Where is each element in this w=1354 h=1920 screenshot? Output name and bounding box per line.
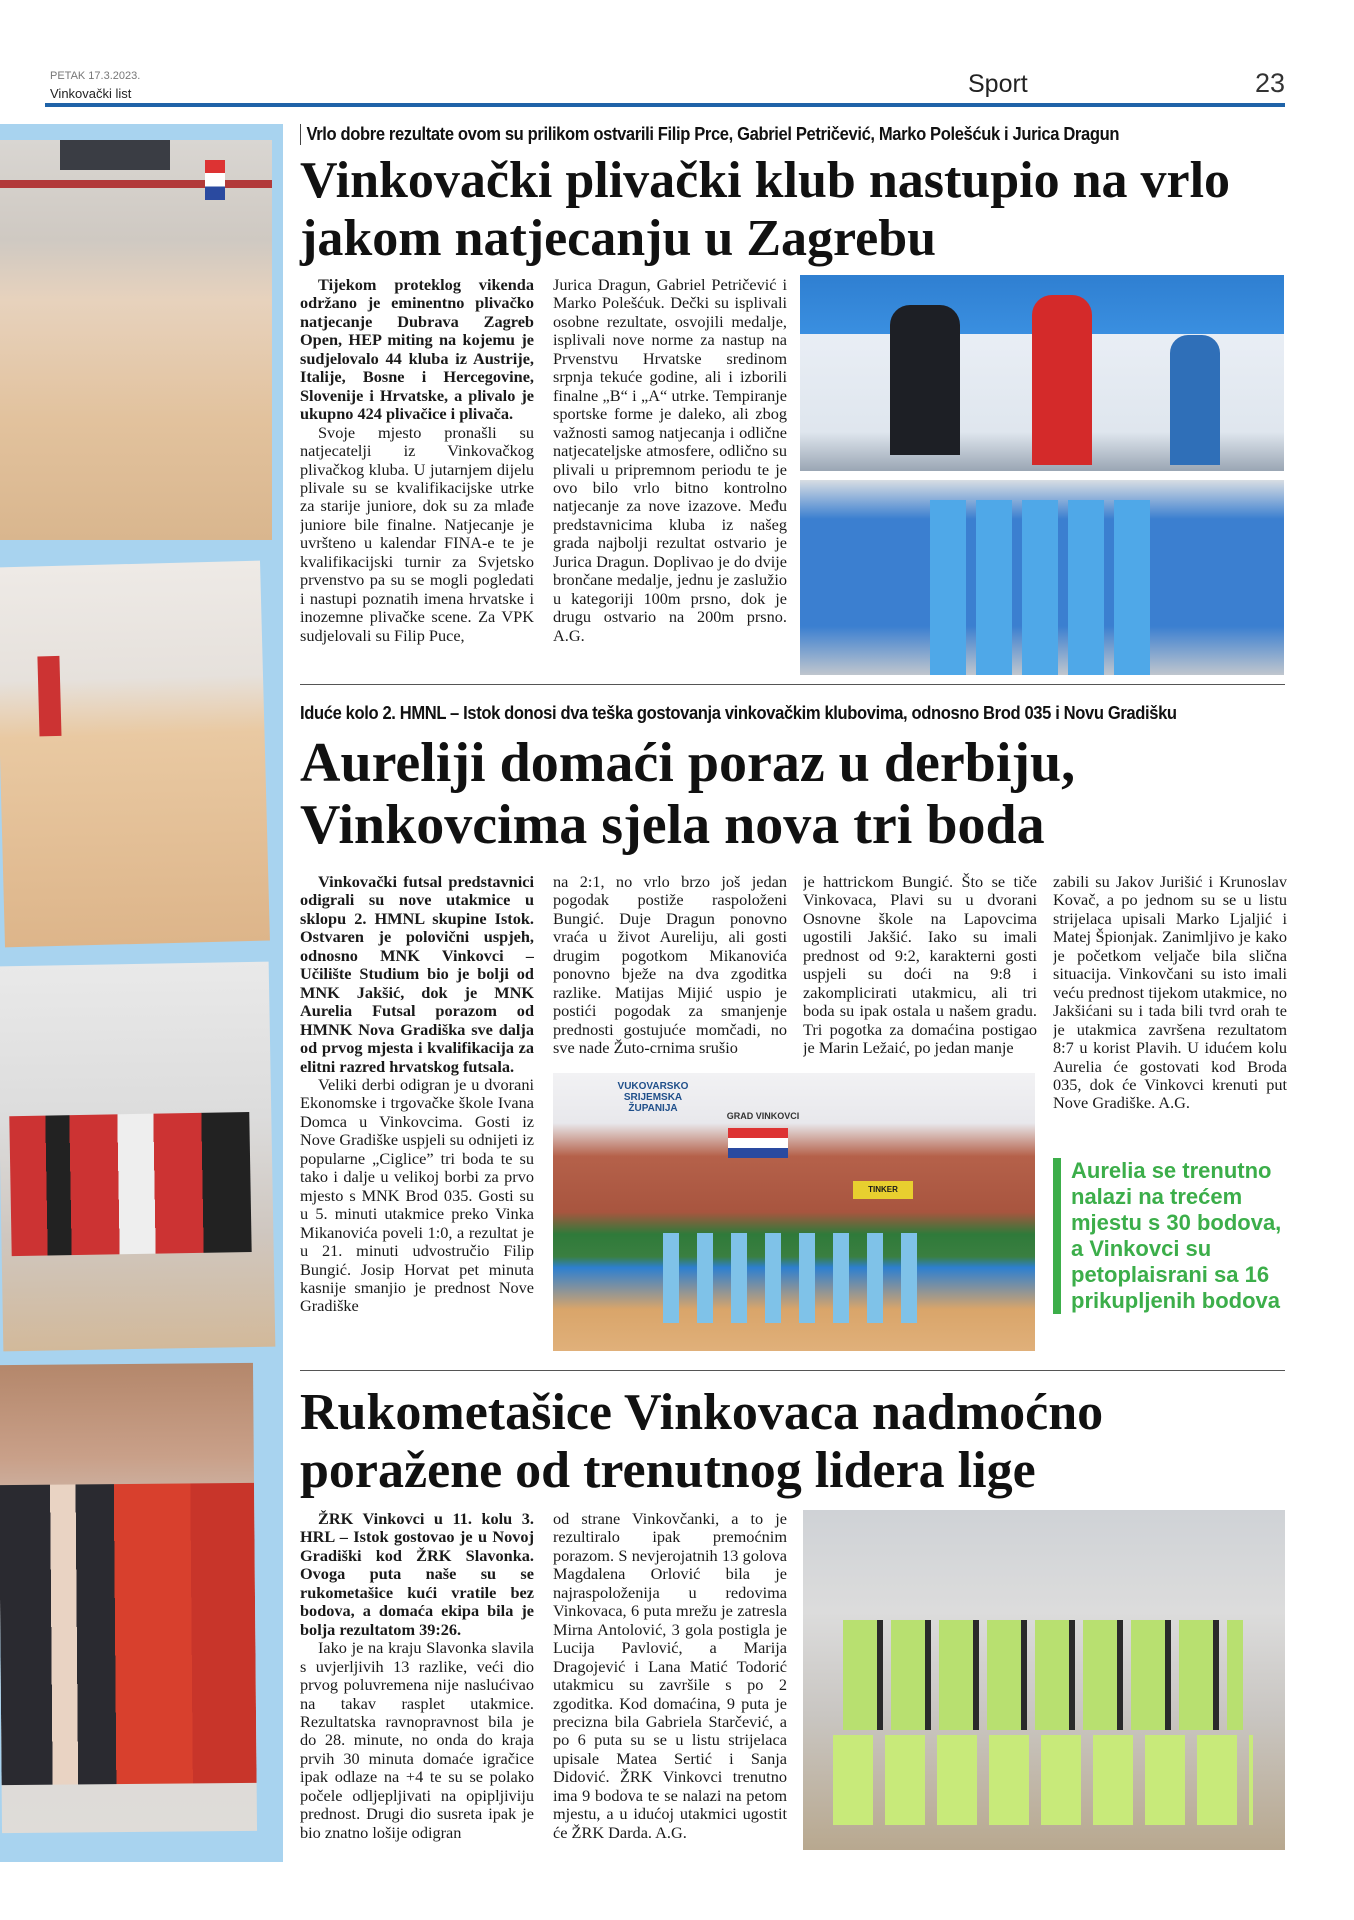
article3-lead: ŽRK Vinkovci u 11. kolu 3. HRL – Istok gostovao je u Novoj Gradiški kod ŽRK Slavonka. Ovoga puta naše su se rukometašice kući vratile bez bodova, a domaća ekipa bila je bolja rezultatom 39:26. (300, 1510, 534, 1639)
article2-body-3: je hattrickom Bungić. Što se tiče Vinkovaca, Plavi su u dvorani Osnovne škole na Lapovcima ugostili Jakšić. Iako su imali prednost od 9:2, karakterni gosti uspjeli su doći na 9:8 i zakomplicirati utakmicu, ali tri boda su ipak ostala u našem gradu. Tri pogotka za domaćina postigao je Marin Ležaić, po jedan manje (803, 873, 1037, 1058)
article1-body-2: Jurica Dragun, Gabriel Petričević i Marko Polešćuk. Dečki su isplivali osobne rezultate, osvojili medalje, isplivali nove norme za nastup na Prvenstvu Hrvatske sredinom srpnja tekuće godine, ali i izborili finalne „B“ i „A“ utrke. Tempiranje sportske forme je daleko, ali zbog važnosti samog natjecanja i odlične natjecateljske atmosfere, odlično su plivali u pripremnom periodu te je ovo bilo vrlo bitno kontrolno natjecanje za nove izazove. Među predstavnicima kluba iz našeg grada najbolji rezultat ostvario je Jurica Dragun. Doplivao je do dvije brončane medalje, jednu je zaslužio u kategoriji 100m prsno, dok je drugu ostvario na 200m prsno. A.G. (553, 276, 787, 645)
article1-body-1: Svoje mjesto pronašli su natjecatelji iz Vinkovačkog plivačkog kluba. U jutarnjem dijelu plivale su se kvalifikacijske utrke za starije juniore, dok su za mlađe juniore bile finalne. Natjecanje je uvršteno u kalendar FINA-e te je kvalifikacijski turnir za Svjetsko prvenstvo pa su se mogli pogledati i nastupi poznatih imena hrvatske i inozemne plivačke scene. Za VPK sudjelovali su Filip Puce, (300, 422, 534, 645)
volleyball-photo-1 (0, 140, 272, 540)
pull-quote: Aurelia se trenutno nalazi na trećem mjestu s 30 bodova, a Vinkovci su petoplaisrani sa 16 prikupljenih bodova (1053, 1158, 1285, 1314)
article3-body-2: od strane Vinkovčanki, a to je rezultiralo ipak premoćnim porazom. S nevjerojatnih 13 golova Magdalena Orlović bila je najraspoloženija u redovima Vinkovaca, 6 puta mrežu je zatresla Mirna Antolović, 3 gola postigla je Lucija Pavlović, a Marija Dragojević i Lana Matić Todorić utakmicu su završile s po 2 zgoditka. Kod domaćina, 9 puta je precizna bila Gabriela Starčević, a po 6 puta su se u listu strijelaca upisale Matea Sertić i Sanja Didović. ŽRK Vinkovci trenutno ima 9 bodova te se nalazi na petom mjestu, a u idućoj utakmici ugostit će ŽRK Darda. A.G. (553, 1510, 787, 1842)
article1-lead: Tijekom proteklog vikenda održano je eminentno plivačko natjecanje Dubrava Zagreb Open, HEP miting na kojemu je sudjelovalo 44 kluba iz Austrije, Italije, Bosne i Hercegovine, Slovenije i Hrvatske, a plivalo je ukupno 424 plivačice i plivača. (300, 276, 534, 424)
swimmers-team-photo (800, 480, 1284, 675)
newspaper-name: Vinkovački list (50, 86, 132, 101)
article2-column-3 (803, 873, 1037, 1058)
banner-county: VUKOVARSKO SRIJEMSKA ŽUPANIJA (617, 1081, 689, 1114)
article2-body-2: na 2:1, no vrlo brzo još jedan pogodak postiže raspoloženi Bungić. Duje Dragun ponovno vraća u život Aureliju, ali gosti drugim pogotkom Mikanovića ponovno bježe na dva zgoditka razlike. Matijas Mijić uspio je postići pogodak za smanjenje prednosti gostujuće momčadi, no sve nade Žuto-crnima srušio (553, 873, 787, 1058)
article1-kicker: Vrlo dobre rezultate ovom su prilikom ostvarili Filip Prce, Gabriel Petričević, Marko Polešćuk i Jurica Dragun (300, 124, 1119, 145)
page-number: 23 (1255, 68, 1286, 98)
volleyball-team-photo (0, 1363, 257, 1833)
article1-column-2 (553, 276, 787, 680)
article-divider (300, 684, 1285, 685)
article3-body-1: Iako je na kraju Slavonka slavila s uvjerljivih 13 razlike, veći dio prvog poluvremena nije naslućivao na takav rasplet utakmice. Rezultatska ravnopravnost bila je do 28. minute, no onda do kraja prvih 30 minuta domaće igračice ipak odlaze na +4 te su se polako počele odljepljivati na opipljiviju prednost. Drugi dio susreta ipak je bio znatno lošije odigran (300, 1638, 534, 1842)
banner-sponsor: TINKER (853, 1181, 913, 1199)
article2-headline: Aureliji domaći poraz u derbiju, Vinkovcima sjela nova tri boda (300, 732, 1076, 856)
article1-column-1 (300, 276, 534, 680)
article1-headline: Vinkovački plivački klub nastupio na vrlo jakom natjecanju u Zagrebu (300, 152, 1231, 267)
article2-body-1: Veliki derbi odigran je u dvorani Ekonomske i trgovačke škole Ivana Domca u Vinkovcima. Gosti iz Nove Gradiške uspjeli su odnijeti iz popularne „Ciglice” tri boda te su tako i dalje u velikoj borbi za prvo mjesto s MNK Brod 035. Gosti su u 5. minuti utakmice preko Vinka Mikanovića poveli 1:0, a rezultat je u 21. minuti udvostručio Filip Bungić. Josip Horvat pet minuta kasnije smanjio je prednost Nove Gradiške (300, 1074, 534, 1316)
issue-date: PETAK 17.3.2023. (50, 70, 141, 82)
handball-team-photo (803, 1510, 1285, 1850)
article2-lead: Vinkovački futsal predstavnici odigrali su nove utakmice u sklopu 2. HMNL skupine Istok. Ostvaren je polovični uspjeh, odnosno MNK Vinkovci – Učilište Studium bio je bolji od MNK Jakšić, dok je MNK Aurelia Futsal porazom od HMNK Nova Gradiška sve dalja od prvog mjesta i kvalifikacija za elitni razred hrvatskog futsala. (300, 873, 534, 1076)
article2-column-2 (553, 873, 787, 1058)
article3-column-2 (553, 1510, 787, 1860)
swimmers-podium-photo (800, 275, 1284, 471)
article2-column-4 (1053, 873, 1287, 1113)
article2-kicker: Iduće kolo 2. HMNL – Istok donosi dva teška gostovanja vinkovačkim klubovima, odnosno Brod 035 i Novu Gradišku (300, 703, 1177, 723)
banner-city: GRAD VINKOVCI (726, 1111, 800, 1121)
header-rule (45, 103, 1285, 107)
photo-strip (0, 124, 283, 1862)
volleyball-photo-3 (0, 962, 275, 1352)
article2-column-1 (300, 873, 534, 1351)
article2-body-4: zabili su Jakov Jurišić i Krunoslav Kovač, a po jednom su se u listu strijelaca upisali Marko Ljaljić i Matej Špionjak. Zanimljivo je kako je početkom veljače bila slična situacija. Vinkovčani su isto imali veću prednost tijekom utakmice, no Jakšićani su i tada bili tvrd orah te je utakmica završena rezultatom 8:7 u korist Plavih. U idućem kolu Aurelia će gostovati kod Broda 035, dok će Vinkovci krenuti put Nove Gradiške. A.G. (1053, 873, 1287, 1113)
futsal-hall-photo (553, 1073, 1035, 1351)
article-divider (300, 1370, 1285, 1371)
croatian-flag (728, 1128, 788, 1158)
volleyball-photo-2 (0, 561, 270, 948)
article3-column-1 (300, 1510, 534, 1860)
section-title: Sport (968, 70, 1028, 98)
article3-headline: Rukometašice Vinkovaca nadmoćno poražene od trenutnog lidera lige (300, 1384, 1104, 1499)
